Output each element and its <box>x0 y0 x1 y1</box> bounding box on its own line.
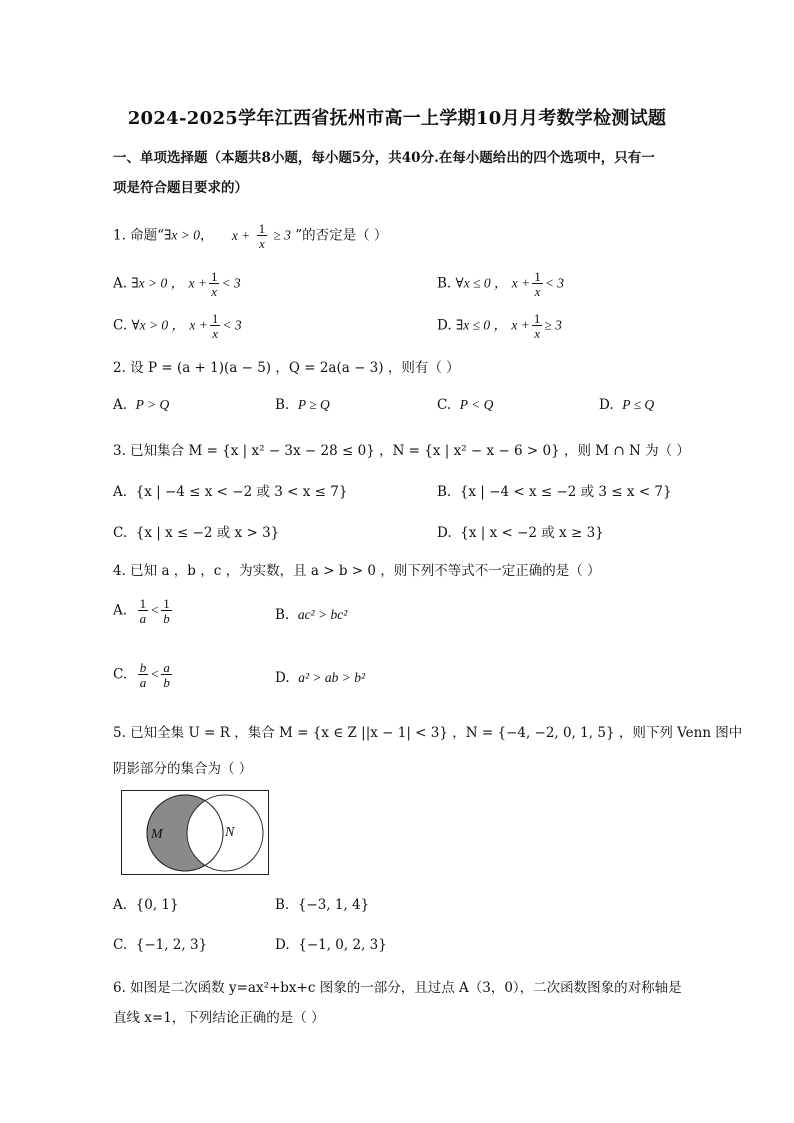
q3-option-c[interactable]: C. {x | x ≤ −2 或 x > 3} <box>113 525 280 541</box>
q4-option-b[interactable]: B. ac² > bc² <box>275 607 348 623</box>
q1-option-b[interactable]: B. ∀x ≤ 0 ， x + $\frac{1}{x}$ < 3 <box>437 269 564 299</box>
q1-prefix: 1. 命题“ <box>113 227 165 244</box>
page-title: 2024-2025学年江西省抚州市高一上学期10月月考数学检测试题 <box>127 108 667 129</box>
q2-stem: 2. 设 P = (a + 1)(a − 5) ，Q = 2a(a − 3) ，则有（ ） <box>113 360 460 376</box>
q3-option-a[interactable]: A. {x | −4 ≤ x < −2 或 3 < x ≤ 7} <box>113 484 348 500</box>
q5-stem-line2: 阴影部分的集合为（ ） <box>113 761 253 777</box>
q1-suffix: ”的否定是（ ） <box>295 227 388 244</box>
section-heading-line2: 项是符合题目要求的） <box>113 180 248 196</box>
venn-label-n: N <box>225 825 235 840</box>
q1-option-a[interactable]: A. ∃x > 0 ， x + $\frac{1}{x}$ < 3 <box>113 269 241 299</box>
q2-option-c[interactable]: C. P < Q <box>437 397 494 413</box>
q5-option-b[interactable]: B. {−3, 1, 4} <box>275 897 370 913</box>
venn-diagram <box>121 790 269 875</box>
q2-option-b[interactable]: B. P ≥ Q <box>275 397 330 413</box>
q6-stem-line2: 直线 x=1，下列结论正确的是（ ） <box>113 1010 325 1026</box>
q3-option-b[interactable]: B. {x | −4 < x ≤ −2 或 3 ≤ x < 7} <box>437 484 672 500</box>
q1-cond1: ∃x > 0 <box>164 227 201 243</box>
q6-stem-line1: 6. 如图是二次函数 y=ax²+bx+c 图象的一部分，且过点 A（3，0），二次函数图象的对称轴是 <box>113 980 682 996</box>
q1-fraction: $\frac{1}{x}$ <box>258 221 266 251</box>
q3-stem: 3. 已知集合 M = {x | x² − 3x − 28 ≤ 0} ，N = {x | x² − x − 6 > 0} ，则 M ∩ N 为（ ） <box>113 443 690 459</box>
q2-option-a[interactable]: A. P > Q <box>113 397 170 413</box>
q4-option-a[interactable]: A. $\frac{1}{a}$ < $\frac{1}{b}$ <box>113 596 170 626</box>
q4-option-c[interactable]: C. $\frac{b}{a}$ < $\frac{a}{b}$ <box>113 660 170 690</box>
q2-option-d[interactable]: D. P ≤ Q <box>599 397 655 413</box>
q1-comma: ， <box>200 227 214 244</box>
q5-stem-line1: 5. 已知全集 U = R ，集合 M = {x ∈ Z ||x − 1| < 3} ，N = {−4, −2, 0, 1, 5} ，则下列 Venn 图中 <box>113 725 743 741</box>
venn-label-m: M <box>151 827 163 842</box>
q1-stem <box>113 222 387 250</box>
q1-option-c[interactable]: C. ∀x > 0 ， x + $\frac{1}{x}$ < 3 <box>113 311 242 341</box>
q1-option-d[interactable]: D. ∃x ≤ 0 ， x + $\frac{1}{x}$ ≥ 3 <box>437 311 562 341</box>
q3-option-d[interactable]: D. {x | x < −2 或 x ≥ 3} <box>437 525 604 541</box>
q5-option-c[interactable]: C. {−1, 2, 3} <box>113 937 208 953</box>
q4-option-d[interactable]: D. a² > ab > b² <box>275 670 366 686</box>
q4-stem: 4. 已知 a ，b ，c ，为实数，且 a > b > 0 ，则下列不等式不一定正确的是（ ） <box>113 563 601 579</box>
section-heading-line1: 一、单项选择题（本题共8小题，每小题5分，共40分.在每小题给出的四个选项中，只有一 <box>113 150 655 166</box>
q1-x-plus: x + <box>231 227 251 243</box>
q5-option-d[interactable]: D. {−1, 0, 2, 3} <box>275 937 387 953</box>
q1-geq: ≥ 3 <box>273 227 291 243</box>
q5-option-a[interactable]: A. {0, 1} <box>113 897 179 913</box>
